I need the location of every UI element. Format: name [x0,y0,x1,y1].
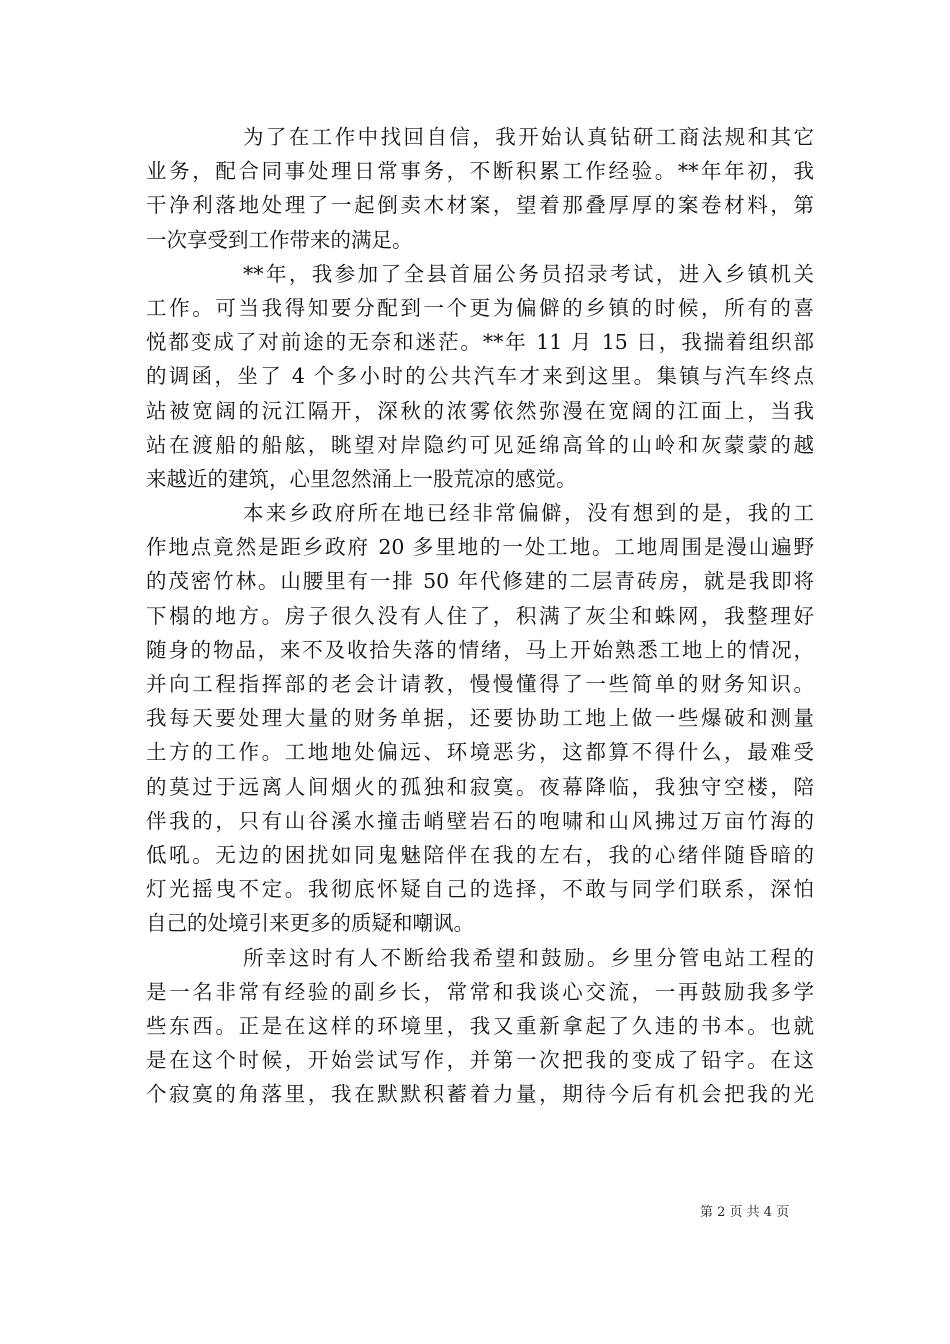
paragraph-3-line-12: 灯光摇曳不定。我彻底怀疑自己的选择，不敢与同学们联系，深怕 [146,877,814,902]
paragraph-2-line-4: 的调函，坐了 4 个多小时的公共汽车才来到这里。集镇与汽车终点 [146,364,814,389]
paragraph-1-line-3: 干净利落地处理了一起倒卖木材案，望着那叠厚厚的案卷材料，第 [146,193,814,218]
paragraph-3-line-13: 自己的处境引来更多的质疑和嘲讽。 [146,911,474,936]
paragraph-4-line-1: 所幸这时有人不断给我希望和鼓励。乡里分管电站工程的 [243,945,814,970]
paragraph-3-line-11: 低吼。无边的困扰如同鬼魅陪伴在我的左右，我的心绪伴随昏暗的 [146,842,814,867]
document-body [146,120,814,1111]
paragraph-3-line-6: 并向工程指挥部的老会计请教，慢慢懂得了一些简单的财务知识。 [146,672,814,696]
paragraph-2-line-2: 工作。可当我得知要分配到一个更为偏僻的乡镇的时候，所有的喜 [146,295,814,320]
paragraph-2-line-5: 站被宽阔的沅江隔开，深秋的浓雾依然弥漫在宽阔的江面上，当我 [146,398,814,423]
paragraph-3-line-1: 本来乡政府所在地已经非常偏僻，没有想到的是，我的工 [243,501,814,526]
paragraph-2-line-6: 站在渡船的船舷，眺望对岸隐约可见延绵高耸的山岭和灰蒙蒙的越 [146,432,814,457]
paragraph-1-line-2: 业务，配合同事处理日常事务，不断积累工作经验。**年年初，我 [146,159,814,184]
paragraph-3-line-7: 我每天要处理大量的财务单据，还要协助工地上做一些爆破和测量 [146,706,814,731]
paragraph-3-line-2: 作地点竟然是距乡政府 20 多里地的一处工地。工地周围是漫山遍野 [146,535,814,560]
paragraph-4-line-3: 些东西。正是在这样的环境里，我又重新拿起了久违的书本。也就 [146,1013,814,1038]
page-number-footer: 第 2 页 共 4 页 [700,1205,790,1220]
paragraph-3-line-4: 下榻的地方。房子很久没有人住了，积满了灰尘和蛛网，我整理好 [146,603,814,628]
paragraph-3-line-9: 的莫过于远离人间烟火的孤独和寂寞。夜幕降临，我独守空楼，陪 [146,774,814,799]
paragraph-2-line-1: **年，我参加了全县首届公务员招录考试，进入乡镇机关 [243,261,814,286]
paragraph-3-line-8: 土方的工作。工地地处偏远、环境恶劣，这都算不得什么，最难受 [146,740,814,765]
paragraph-2-line-7: 来越近的建筑，心里忽然涌上一股荒凉的感觉。 [146,466,577,491]
paragraph-3-line-3: 的茂密竹林。山腰里有一排 50 年代修建的二层青砖房，就是我即将 [146,569,814,594]
paragraph-3-line-5: 随身的物品，来不及收拾失落的情绪，马上开始熟悉工地上的情况， [146,637,814,662]
paragraph-4-line-4: 是在这个时候，开始尝试写作，并第一次把我的变成了铅字。在这 [146,1048,814,1073]
paragraph-4-line-2: 是一名非常有经验的副乡长，常常和我谈心交流，一再鼓励我多学 [146,979,814,1004]
paragraph-4-line-5: 个寂寞的角落里，我在默默积蓄着力量，期待今后有机会把我的光 [146,1082,814,1107]
paragraph-1-line-1: 为了在工作中找回自信，我开始认真钻研工商法规和其它 [243,125,814,149]
paragraph-1-line-4: 一次享受到工作带来的满足。 [146,227,413,252]
paragraph-3-line-10: 伴我的，只有山谷溪水撞击峭壁岩石的咆啸和山风拂过万亩竹海的 [146,808,814,833]
paragraph-2-line-3: 悦都变成了对前途的无奈和迷茫。**年 11 月 15 日，我揣着组织部 [146,330,814,355]
